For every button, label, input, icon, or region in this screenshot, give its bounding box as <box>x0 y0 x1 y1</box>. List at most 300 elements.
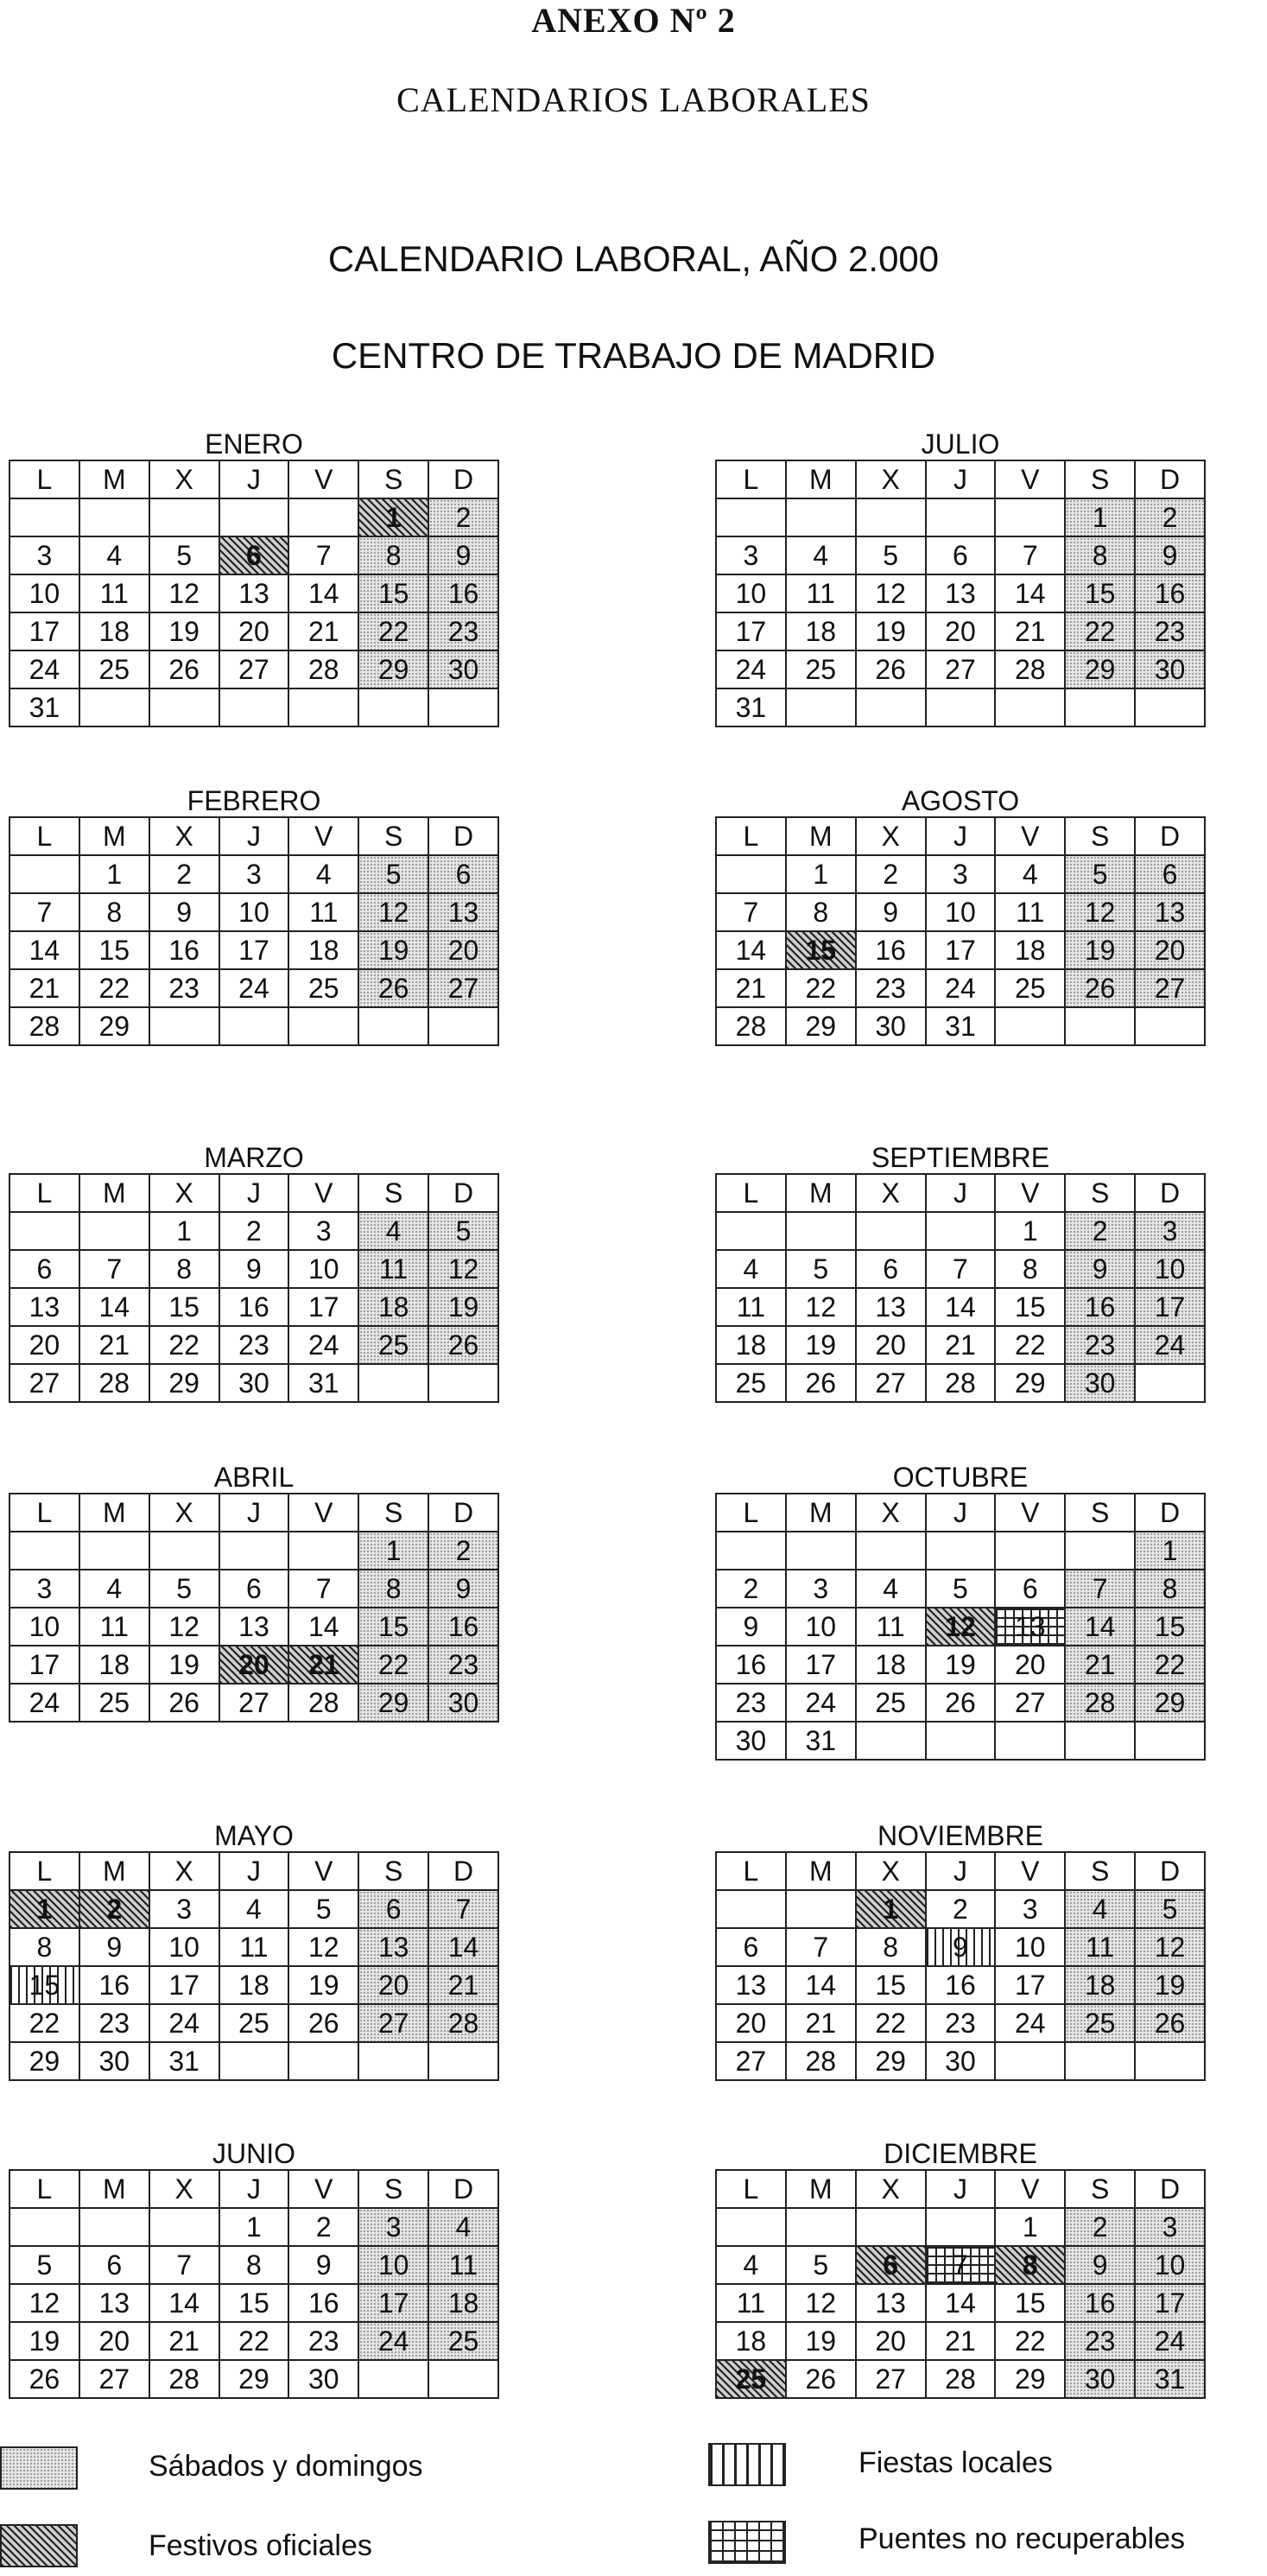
day-cell: 6 <box>1135 855 1205 893</box>
month-name: MAYO <box>214 1820 294 1851</box>
day-cell: 1 <box>10 1890 79 1928</box>
empty-cell <box>428 1364 498 1402</box>
empty-cell <box>79 1532 149 1570</box>
empty-cell <box>716 1532 786 1570</box>
empty-cell <box>358 1364 428 1402</box>
day-cell: 25 <box>995 969 1065 1007</box>
empty-cell <box>786 2208 856 2246</box>
empty-cell <box>856 1212 926 1250</box>
weekday-header: V <box>995 1494 1065 1532</box>
weekday-header: V <box>288 1852 358 1890</box>
day-cell: 5 <box>786 2246 856 2284</box>
month-table <box>9 1851 499 2081</box>
day-cell: 20 <box>926 612 996 650</box>
empty-cell <box>926 1532 996 1570</box>
week-row <box>10 1364 498 1402</box>
empty-cell <box>219 2042 289 2080</box>
day-cell: 26 <box>786 2360 856 2398</box>
day-cell: 25 <box>288 969 358 1007</box>
day-cell: 23 <box>428 1646 498 1684</box>
week-row <box>716 1646 1205 1684</box>
day-cell: 10 <box>288 1250 358 1288</box>
day-cell: 24 <box>1135 2322 1205 2360</box>
day-cell: 28 <box>288 650 358 688</box>
day-cell: 23 <box>149 969 219 1007</box>
empty-cell <box>995 1722 1065 1760</box>
month-abril <box>9 1458 499 1723</box>
day-cell: 17 <box>288 1288 358 1326</box>
weekday-header: X <box>149 1852 219 1890</box>
weekday-header: J <box>219 1852 289 1890</box>
day-cell: 2 <box>79 1890 149 1928</box>
day-cell: 3 <box>995 1890 1065 1928</box>
weekday-header: S <box>1065 460 1135 498</box>
day-cell: 11 <box>79 1608 149 1646</box>
day-cell: 8 <box>358 1570 428 1608</box>
day-cell: 17 <box>10 612 79 650</box>
empty-cell <box>219 1007 289 1045</box>
day-cell: 16 <box>1065 1288 1135 1326</box>
empty-cell <box>79 2208 149 2246</box>
week-row <box>716 855 1205 893</box>
day-cell: 28 <box>716 1007 786 1045</box>
weekday-header: S <box>358 460 428 498</box>
week-row <box>10 1646 498 1684</box>
day-cell: 29 <box>1065 650 1135 688</box>
day-cell: 22 <box>149 1326 219 1364</box>
day-cell: 3 <box>1135 2208 1205 2246</box>
day-cell: 30 <box>1135 650 1205 688</box>
day-cell: 11 <box>358 1250 428 1288</box>
day-cell: 13 <box>1135 893 1205 931</box>
day-cell: 6 <box>856 2246 926 2284</box>
empty-cell <box>1135 2042 1205 2080</box>
weekday-header: S <box>1065 1852 1135 1890</box>
day-cell: 25 <box>716 2360 786 2398</box>
day-cell: 30 <box>856 1007 926 1045</box>
day-cell: 9 <box>79 1928 149 1966</box>
day-cell: 30 <box>428 1684 498 1722</box>
day-cell: 11 <box>428 2246 498 2284</box>
month-agosto <box>715 782 1206 1046</box>
weekday-header: M <box>79 1494 149 1532</box>
legend-oficiales-label: Festivos oficiales <box>149 2529 372 2562</box>
day-cell: 15 <box>219 2284 289 2322</box>
day-cell: 20 <box>10 1326 79 1364</box>
day-cell: 3 <box>926 855 996 893</box>
day-cell: 26 <box>149 650 219 688</box>
weekday-header: V <box>995 460 1065 498</box>
legend-locales-label: Fiestas locales <box>858 2446 1053 2479</box>
day-cell: 5 <box>856 536 926 574</box>
day-cell: 22 <box>995 1326 1065 1364</box>
weekday-header: J <box>926 1852 996 1890</box>
day-cell: 16 <box>856 931 926 969</box>
day-cell: 26 <box>856 650 926 688</box>
week-row <box>10 1608 498 1646</box>
day-cell: 20 <box>79 2322 149 2360</box>
weekday-header: S <box>358 2170 428 2208</box>
week-row <box>716 1608 1205 1646</box>
weekday-header: L <box>716 2170 786 2208</box>
calendar-year-title: CALENDARIO LABORAL, AÑO 2.000 <box>327 238 940 279</box>
day-cell: 27 <box>716 2042 786 2080</box>
day-cell: 17 <box>1135 1288 1205 1326</box>
day-cell: 17 <box>1135 2284 1205 2322</box>
week-row <box>10 1288 498 1326</box>
day-cell: 18 <box>1065 1966 1135 2004</box>
empty-cell <box>1065 1532 1135 1570</box>
day-cell: 12 <box>1065 893 1135 931</box>
week-row <box>716 2004 1205 2042</box>
day-cell: 14 <box>288 1608 358 1646</box>
week-row <box>716 650 1205 688</box>
weekend-swatch <box>0 2446 78 2490</box>
week-row <box>716 2284 1205 2322</box>
day-cell: 17 <box>926 931 996 969</box>
day-cell: 8 <box>219 2246 289 2284</box>
weekday-header: J <box>219 1174 289 1212</box>
day-cell: 20 <box>716 2004 786 2042</box>
day-cell: 26 <box>358 969 428 1007</box>
day-cell: 9 <box>856 893 926 931</box>
week-row <box>10 2042 498 2080</box>
day-cell: 2 <box>219 1212 289 1250</box>
day-cell: 31 <box>786 1722 856 1760</box>
day-cell: 20 <box>219 612 289 650</box>
oficial-holiday-swatch <box>0 2524 78 2567</box>
day-cell: 4 <box>288 855 358 893</box>
day-cell: 13 <box>10 1288 79 1326</box>
empty-cell <box>786 1890 856 1928</box>
day-cell: 28 <box>10 1007 79 1045</box>
day-cell: 1 <box>856 1890 926 1928</box>
day-cell: 19 <box>428 1288 498 1326</box>
day-cell: 2 <box>428 1532 498 1570</box>
day-cell: 11 <box>786 574 856 612</box>
day-cell: 11 <box>288 893 358 931</box>
weekday-header: S <box>1065 817 1135 855</box>
empty-cell <box>926 498 996 536</box>
month-table <box>715 460 1206 727</box>
day-cell: 1 <box>1135 1532 1205 1570</box>
day-cell: 24 <box>149 2004 219 2042</box>
day-cell: 27 <box>219 650 289 688</box>
day-cell: 2 <box>288 2208 358 2246</box>
day-cell: 16 <box>428 574 498 612</box>
month-name: AGOSTO <box>901 785 1020 816</box>
day-cell: 28 <box>288 1684 358 1722</box>
day-cell: 24 <box>288 1326 358 1364</box>
day-cell: 13 <box>428 893 498 931</box>
day-cell: 16 <box>219 1288 289 1326</box>
weekday-header: D <box>1135 1494 1205 1532</box>
day-cell: 25 <box>79 650 149 688</box>
month-table <box>715 816 1206 1046</box>
week-row <box>10 2246 498 2284</box>
weekday-header: D <box>1135 1174 1205 1212</box>
month-table <box>9 1173 499 1403</box>
day-cell: 10 <box>149 1928 219 1966</box>
day-cell: 29 <box>358 1684 428 1722</box>
day-cell: 18 <box>856 1646 926 1684</box>
day-cell: 5 <box>786 1250 856 1288</box>
day-cell: 30 <box>716 1722 786 1760</box>
day-cell: 19 <box>786 2322 856 2360</box>
empty-cell <box>716 1212 786 1250</box>
day-cell: 19 <box>149 1646 219 1684</box>
week-row <box>716 536 1205 574</box>
empty-cell <box>786 688 856 726</box>
day-cell: 17 <box>149 1966 219 2004</box>
week-row <box>716 2360 1205 2398</box>
day-cell: 3 <box>288 1212 358 1250</box>
day-cell: 29 <box>856 2042 926 2080</box>
weekday-header: V <box>995 817 1065 855</box>
empty-cell <box>288 2042 358 2080</box>
empty-cell <box>219 498 289 536</box>
week-row <box>10 1532 498 1570</box>
day-cell: 9 <box>219 1250 289 1288</box>
day-cell: 7 <box>288 536 358 574</box>
day-cell: 11 <box>995 893 1065 931</box>
day-cell: 3 <box>786 1570 856 1608</box>
day-cell: 24 <box>926 969 996 1007</box>
day-cell: 2 <box>856 855 926 893</box>
day-cell: 25 <box>1065 2004 1135 2042</box>
day-cell: 15 <box>358 574 428 612</box>
weekday-header: V <box>995 2170 1065 2208</box>
day-cell: 26 <box>10 2360 79 2398</box>
weekday-header: M <box>786 1852 856 1890</box>
empty-cell <box>358 2360 428 2398</box>
week-row <box>716 1364 1205 1402</box>
day-cell: 9 <box>1135 536 1205 574</box>
day-cell: 27 <box>1135 969 1205 1007</box>
weekday-header: L <box>10 1174 79 1212</box>
week-row <box>716 1532 1205 1570</box>
empty-cell <box>1135 1722 1205 1760</box>
weekday-header: L <box>716 460 786 498</box>
day-cell: 27 <box>995 1684 1065 1722</box>
month-enero <box>9 425 499 727</box>
day-cell: 2 <box>1065 1212 1135 1250</box>
weekday-header: J <box>926 1174 996 1212</box>
day-cell: 29 <box>149 1364 219 1402</box>
weekday-header: L <box>716 817 786 855</box>
empty-cell <box>995 1007 1065 1045</box>
week-row <box>10 1326 498 1364</box>
day-cell: 19 <box>10 2322 79 2360</box>
day-cell: 7 <box>1065 1570 1135 1608</box>
week-row <box>716 1007 1205 1045</box>
day-cell: 15 <box>1065 574 1135 612</box>
day-cell: 30 <box>1065 1364 1135 1402</box>
day-cell: 10 <box>10 1608 79 1646</box>
week-row <box>10 650 498 688</box>
day-cell: 3 <box>1135 1212 1205 1250</box>
weekday-header: X <box>856 1174 926 1212</box>
day-cell: 17 <box>10 1646 79 1684</box>
day-cell: 2 <box>1065 2208 1135 2246</box>
day-cell: 23 <box>79 2004 149 2042</box>
day-cell: 20 <box>1135 931 1205 969</box>
week-row <box>10 536 498 574</box>
weekday-header: L <box>716 1494 786 1532</box>
day-cell: 4 <box>856 1570 926 1608</box>
day-cell: 8 <box>1065 536 1135 574</box>
empty-cell <box>10 1532 79 1570</box>
day-cell: 16 <box>1135 574 1205 612</box>
empty-cell <box>926 2208 996 2246</box>
day-cell: 20 <box>219 1646 289 1684</box>
weekday-header: D <box>1135 1852 1205 1890</box>
month-febrero <box>9 782 499 1046</box>
day-cell: 24 <box>358 2322 428 2360</box>
day-cell: 26 <box>926 1684 996 1722</box>
day-cell: 30 <box>288 2360 358 2398</box>
day-cell: 4 <box>79 536 149 574</box>
empty-cell <box>428 2360 498 2398</box>
empty-cell <box>288 1007 358 1045</box>
day-cell: 22 <box>786 969 856 1007</box>
week-row <box>716 688 1205 726</box>
day-cell: 14 <box>926 1288 996 1326</box>
day-cell: 13 <box>219 1608 289 1646</box>
empty-cell <box>1065 2042 1135 2080</box>
day-cell: 28 <box>926 1364 996 1402</box>
empty-cell <box>1135 1007 1205 1045</box>
month-septiembre <box>715 1139 1206 1403</box>
month-name: ENERO <box>205 428 303 460</box>
day-cell: 25 <box>358 1326 428 1364</box>
weekday-header: X <box>149 2170 219 2208</box>
month-table <box>715 1851 1206 2081</box>
day-cell: 22 <box>856 2004 926 2042</box>
day-cell: 30 <box>926 2042 996 2080</box>
day-cell: 27 <box>926 650 996 688</box>
weekday-header: M <box>79 1174 149 1212</box>
day-cell: 17 <box>219 931 289 969</box>
day-cell: 31 <box>926 1007 996 1045</box>
weekday-header: D <box>428 460 498 498</box>
day-cell: 12 <box>926 1608 996 1646</box>
day-cell: 8 <box>79 893 149 931</box>
day-cell: 25 <box>219 2004 289 2042</box>
week-row <box>716 498 1205 536</box>
day-cell: 6 <box>856 1250 926 1288</box>
day-cell: 21 <box>995 612 1065 650</box>
empty-cell <box>10 855 79 893</box>
day-cell: 18 <box>79 612 149 650</box>
day-cell: 6 <box>428 855 498 893</box>
month-octubre <box>715 1458 1206 1761</box>
day-cell: 1 <box>149 1212 219 1250</box>
weekday-header: M <box>79 1852 149 1890</box>
empty-cell <box>219 688 289 726</box>
day-cell: 3 <box>219 855 289 893</box>
week-row <box>10 612 498 650</box>
empty-cell <box>358 688 428 726</box>
weekday-header: D <box>428 2170 498 2208</box>
day-cell: 23 <box>856 969 926 1007</box>
day-cell: 3 <box>10 1570 79 1608</box>
day-cell: 3 <box>716 536 786 574</box>
weekday-header: J <box>219 460 289 498</box>
day-cell: 30 <box>1065 2360 1135 2398</box>
weekday-header: L <box>716 1174 786 1212</box>
empty-cell <box>149 1007 219 1045</box>
empty-cell <box>786 498 856 536</box>
day-cell: 10 <box>219 893 289 931</box>
day-cell: 10 <box>1135 2246 1205 2284</box>
day-cell: 17 <box>716 612 786 650</box>
day-cell: 22 <box>219 2322 289 2360</box>
weekday-header: D <box>428 1494 498 1532</box>
month-diciembre <box>715 2135 1206 2399</box>
week-row <box>10 1007 498 1045</box>
day-cell: 10 <box>995 1928 1065 1966</box>
empty-cell <box>428 1007 498 1045</box>
work-center-title: CENTRO DE TRABAJO DE MADRID <box>331 335 936 376</box>
day-cell: 18 <box>358 1288 428 1326</box>
day-cell: 7 <box>995 536 1065 574</box>
day-cell: 19 <box>358 931 428 969</box>
day-cell: 13 <box>856 1288 926 1326</box>
day-cell: 2 <box>1135 498 1205 536</box>
week-row <box>716 2042 1205 2080</box>
day-cell: 11 <box>716 1288 786 1326</box>
day-cell: 17 <box>995 1966 1065 2004</box>
weekday-header: V <box>995 1852 1065 1890</box>
day-cell: 21 <box>786 2004 856 2042</box>
day-cell: 16 <box>149 931 219 969</box>
day-cell: 23 <box>1065 2322 1135 2360</box>
day-cell: 28 <box>79 1364 149 1402</box>
day-cell: 22 <box>358 1646 428 1684</box>
day-cell: 29 <box>358 650 428 688</box>
day-cell: 9 <box>428 1570 498 1608</box>
day-cell: 18 <box>786 612 856 650</box>
weekday-header: X <box>149 1494 219 1532</box>
week-row <box>716 574 1205 612</box>
day-cell: 22 <box>995 2322 1065 2360</box>
day-cell: 13 <box>995 1608 1065 1646</box>
weekday-header: V <box>288 2170 358 2208</box>
weekday-header: V <box>288 460 358 498</box>
day-cell: 23 <box>926 2004 996 2042</box>
day-cell: 8 <box>786 893 856 931</box>
day-cell: 1 <box>995 2208 1065 2246</box>
weekday-header: X <box>149 460 219 498</box>
day-cell: 7 <box>288 1570 358 1608</box>
day-cell: 25 <box>786 650 856 688</box>
day-cell: 6 <box>79 2246 149 2284</box>
day-cell: 5 <box>358 855 428 893</box>
day-cell: 15 <box>995 1288 1065 1326</box>
day-cell: 21 <box>428 1966 498 2004</box>
day-cell: 22 <box>79 969 149 1007</box>
day-cell: 31 <box>10 688 79 726</box>
weekday-header: V <box>288 817 358 855</box>
week-row <box>716 612 1205 650</box>
day-cell: 6 <box>358 1890 428 1928</box>
empty-cell <box>428 688 498 726</box>
month-mayo <box>9 1817 499 2081</box>
empty-cell <box>288 498 358 536</box>
day-cell: 7 <box>926 2246 996 2284</box>
empty-cell <box>288 688 358 726</box>
